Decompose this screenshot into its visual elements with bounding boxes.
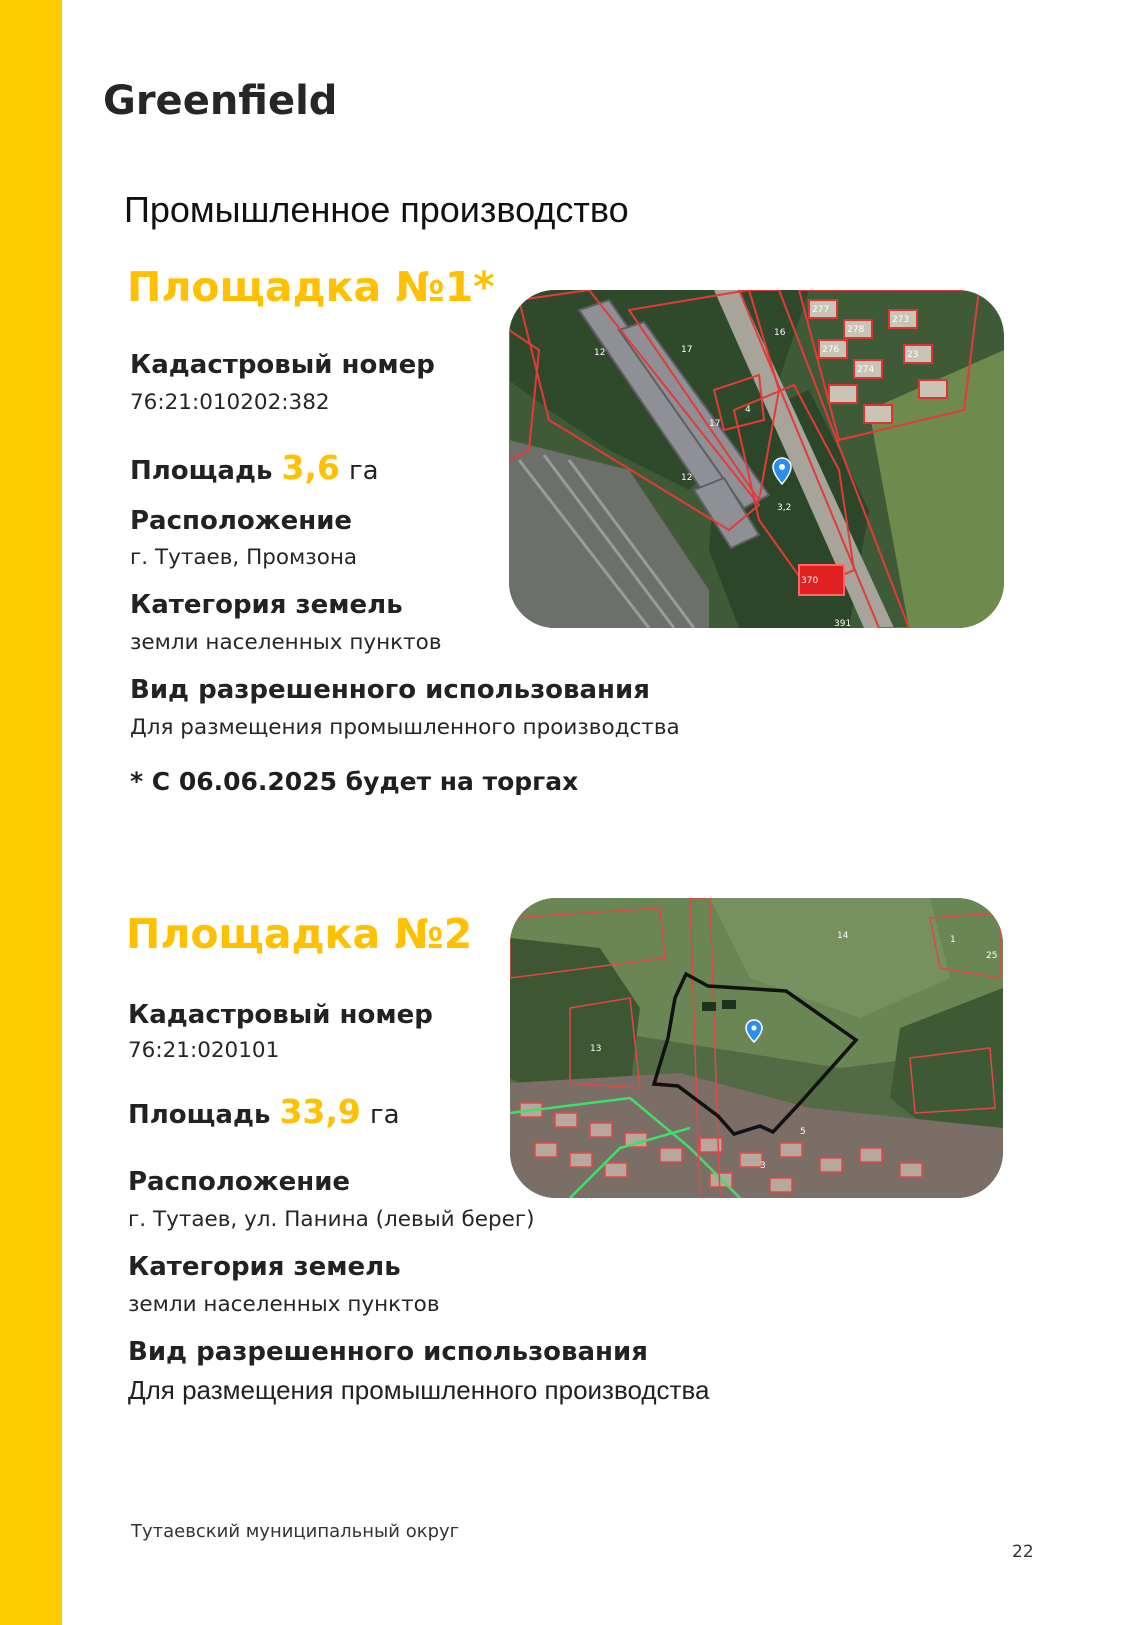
map-1-label: 3,2 [777,503,792,513]
site-1-map [509,290,1004,628]
map-1-label: 276 [822,345,840,355]
section-title: Промышленное производство [124,189,629,230]
site-2-title: Площадка №2 [126,910,473,958]
site-2-category-label: Категория земель [128,1252,401,1282]
site-2-area-label: Площадь [128,1100,271,1130]
map-1-label: 16 [774,328,786,338]
site-2-use-value: Для размещения промышленного производства [128,1375,710,1405]
site-2-use-label: Вид разрешенного использования [128,1337,648,1367]
site-1-area [130,448,379,487]
site-2-location-label: Расположение [128,1167,351,1197]
map-2-label: 5 [800,1127,806,1137]
map-1-label: 12 [681,473,693,483]
map-2-label: 3 [760,1161,766,1171]
site-1-category-label: Категория земель [130,590,403,620]
map-1-label: 273 [892,315,910,325]
site-1-area-label: Площадь [130,456,273,486]
map-1-label: 370 [801,576,819,586]
map-2-label: 13 [590,1044,602,1054]
map-2-label: 14 [837,931,849,941]
left-accent-bar [0,0,62,1625]
map-2-label: 25 [986,951,998,961]
site-2-map [510,898,1003,1198]
site-2-area-unit: га [369,1100,400,1130]
map-1-label: 23 [907,350,919,360]
site-2-cadastral-label: Кадастровый номер [128,1000,433,1030]
map-1-label: 277 [812,305,830,315]
map-1-label: 12 [594,348,606,358]
site-1-area-unit: га [348,456,379,486]
site-2-cadastral-value: 76:21:020101 [128,1038,280,1063]
map-1-label: 274 [857,365,875,375]
map-1-label: 4 [745,405,751,415]
site-2-category-value: земли населенных пунктов [128,1292,440,1317]
site-1-use-value: Для размещения промышленного производства [130,715,680,740]
map-2-label: 1 [950,935,956,945]
map-1-label: 278 [847,325,865,335]
site-1-cadastral-label: Кадастровый номер [130,350,435,380]
brand-title: Greenfield [103,78,338,124]
site-1-area-value: 3,6 [281,448,340,487]
site-1-title: Площадка №1* [127,263,495,311]
map-1-label: 391 [834,619,852,628]
site-1-use-label: Вид разрешенного использования [130,675,650,705]
site-1-category-value: земли населенных пунктов [130,630,442,655]
site-2-area [128,1092,400,1131]
page-number: 22 [1012,1542,1034,1562]
site-1-cadastral-value: 76:21:010202:382 [130,390,330,415]
site-1-location-label: Расположение [130,506,353,536]
site-1-auction-note: * С 06.06.2025 будет на торгах [130,767,579,796]
site-2-location-value: г. Тутаев, ул. Панина (левый берег) [128,1207,535,1232]
footer-organization: Тутаевский муниципальный округ [131,1521,460,1542]
site-2-area-value: 33,9 [279,1092,361,1131]
site-1-location-value: г. Тутаев, Промзона [130,545,358,570]
map-1-label: 17 [681,345,693,355]
map-1-label: 17 [709,419,721,429]
